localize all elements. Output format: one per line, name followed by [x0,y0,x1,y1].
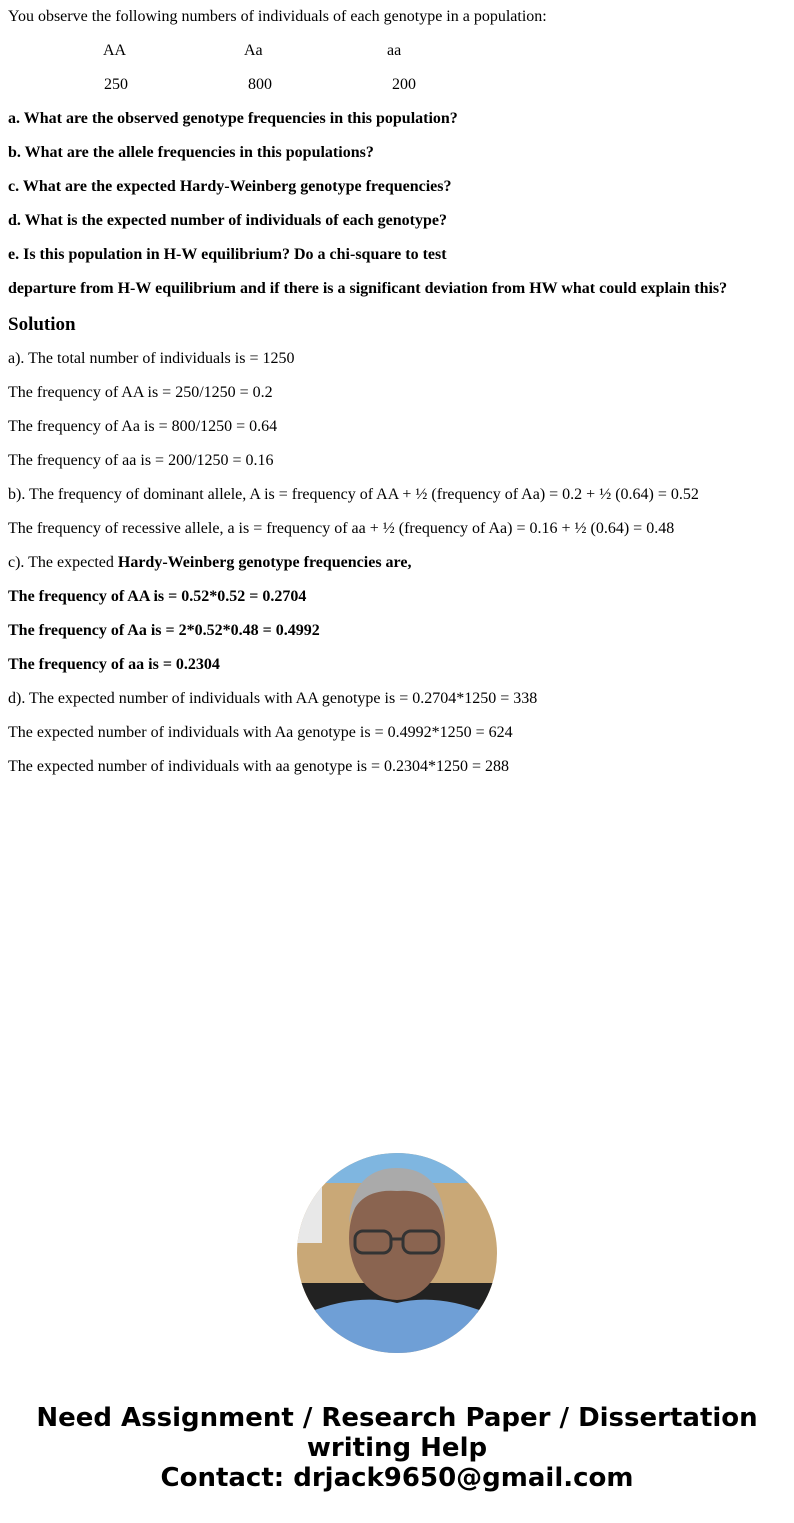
solution-line [8,554,788,572]
genotype-header-row [8,42,788,60]
question-intro: You observe the following numbers of individuals of each genotype in a population: [8,8,547,25]
document-body [8,8,788,792]
genotype-count: 800 [248,76,272,93]
solution-c-bold: Hardy-Weinberg genotype frequencies are, [117,554,412,571]
solution-line: d). The expected number of individuals with AA genotype is = 0.2704*1250 = 338 [8,690,538,707]
genotype-label: AA [103,42,127,59]
solution-line: The frequency of aa is = 200/1250 = 0.16 [8,452,274,469]
promo-line: writing Help [306,1433,488,1463]
solution-line: The expected number of individuals with Aa genotype is = 0.4992*1250 = 624 [8,724,513,741]
solution-line: b). The frequency of dominant allele, A is = frequency of AA + ½ (frequency of Aa) = 0.2 + ½ (0.64) = 0.52 [8,486,699,503]
question-part: e. Is this population in H-W equilibrium? Do a chi-square to test [8,246,447,263]
solution-line: The frequency of Aa is = 800/1250 = 0.64 [8,418,278,435]
genotype-label: aa [387,42,402,59]
question-part: departure from H-W equilibrium and if there is a significant deviation from HW what could explain this? [8,280,728,297]
genotype-count: 250 [104,76,128,93]
question-part: d. What is the expected number of individuals of each genotype? [8,212,447,229]
promo-line: Need Assignment / Research Paper / Dissertation [36,1403,758,1433]
question-part: a. What are the observed genotype frequencies in this population? [8,110,458,127]
promo-banner [0,1403,794,1493]
author-avatar [297,1153,497,1353]
genotype-count: 200 [392,76,416,93]
solution-heading: Solution [8,314,76,335]
solution-line: a). The total number of individuals is = 1250 [8,350,295,367]
genotype-label: Aa [244,42,263,59]
promo-contact: Contact: drjack9650@gmail.com [160,1463,634,1493]
solution-line: The frequency of Aa is = 2*0.52*0.48 = 0.4992 [8,622,320,639]
genotype-count-row [8,76,788,94]
solution-line: The frequency of AA is = 250/1250 = 0.2 [8,384,273,401]
solution-line: The expected number of individuals with aa genotype is = 0.2304*1250 = 288 [8,758,510,775]
solution-line: The frequency of AA is = 0.52*0.52 = 0.2704 [8,588,307,605]
solution-line: The frequency of aa is = 0.2304 [8,656,220,673]
question-part: c. What are the expected Hardy-Weinberg genotype frequencies? [8,178,452,195]
solution-line: The frequency of recessive allele, a is = frequency of aa + ½ (frequency of Aa) = 0.16 + ½ (0.64) = 0.48 [8,520,675,537]
solution-c-prefix: c). The expected [8,554,118,571]
question-part: b. What are the allele frequencies in this populations? [8,144,374,161]
